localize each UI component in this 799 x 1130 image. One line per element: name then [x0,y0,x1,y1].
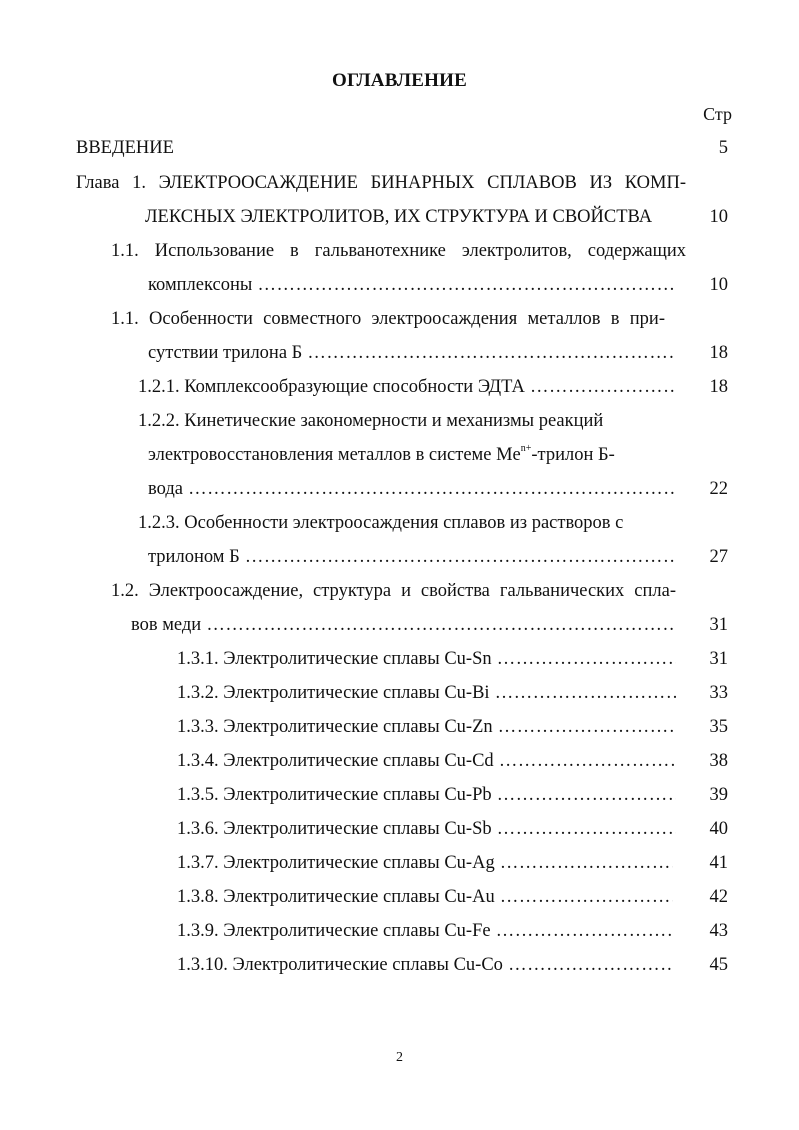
toc-entry-1-1b[interactable]: 1.1. Особенности совместного электроосаждения металлов в при- [111,309,665,329]
toc-entry-text: 1.3.9. Электролитические сплавы Cu-Fe …………………………………………………………………………………………………………………………………………… [177,921,673,941]
toc-entry-1-2-3-cont[interactable] [148,545,676,569]
toc-page-number: 18 [709,377,728,397]
toc-entry-text: 1.3.4. Электролитические сплавы Cu-Cd …………………………………………………………………………………………………………………………………………… [177,751,676,771]
superscript: n+ [520,443,532,454]
toc-page-number: 42 [709,887,728,907]
toc-entry-1-2-2-cont2[interactable] [148,477,676,501]
toc-entry-1-2-2-cont[interactable] [148,443,615,467]
toc-entry-1-2-cont[interactable] [131,613,676,637]
toc-entry-1-3-2[interactable] [177,681,676,705]
page-title: ОГЛАВЛЕНИЕ [332,70,467,91]
toc-entry-text: комплексоны …………………………………………………………………………………………………………………………………………… [148,275,676,295]
toc-entry-introduction[interactable]: ВВЕДЕНИЕ [76,138,174,158]
toc-entry-text: 1.3.6. Электролитические сплавы Cu-Sb …………………………………………………………………………………………………………………………………………… [177,819,676,839]
toc-entry-1-3-8[interactable] [177,885,673,909]
toc-page-number: 27 [709,547,728,567]
toc-entry-1-1-cont[interactable] [148,273,676,297]
toc-entry-chapter-1-cont[interactable]: ЛЕКСНЫХ ЭЛЕКТРОЛИТОВ, ИХ СТРУКТУРА И СВОЙСТВА [145,207,653,227]
toc-page-number: 5 [718,138,728,158]
toc-entry-1-3-7[interactable] [177,851,673,875]
toc-entry-1-1[interactable]: 1.1. Использование в гальванотехнике электролитов, содержащих [111,241,686,261]
toc-page-number: 10 [709,207,728,227]
toc-entry-1-3-3[interactable] [177,715,676,739]
toc-entry-text: 1.3.7. Электролитические сплавы Cu-Ag …………………………………………………………………………………………………………………………………………… [177,853,673,873]
toc-page-number: 10 [709,275,728,295]
toc-entry-1-2-1[interactable] [138,375,676,399]
toc-page-number: 31 [709,649,728,669]
page-number: 2 [396,1050,403,1065]
toc-entry-1-3-4[interactable] [177,749,676,773]
toc-page-number: 31 [709,615,728,635]
toc-entry-1-3-10[interactable] [177,953,673,977]
page-column-header: Стр [703,104,732,124]
toc-page-number: 40 [709,819,728,839]
toc-entry-1-2-3[interactable]: 1.2.3. Особенности электроосаждения сплавов из растворов с [138,513,624,533]
toc-entry-text: 1.3.2. Электролитические сплавы Cu-Bi …………………………………………………………………………………………………………………………………………… [177,683,676,703]
toc-entry-text: 1.3.8. Электролитические сплавы Cu-Au …………………………………………………………………………………………………………………………………………… [177,887,673,907]
toc-entry-chapter-1[interactable]: Глава 1. ЭЛЕКТРООСАЖДЕНИЕ БИНАРНЫХ СПЛАВОВ ИЗ КОМП- [76,173,686,193]
toc-page-number: 22 [709,479,728,499]
toc-entry-1-3-9[interactable] [177,919,673,943]
toc-page-number: 18 [709,343,728,363]
toc-entry-1-3-5[interactable] [177,783,676,807]
toc-entry-text: -трилон Б- [531,445,615,465]
toc-page-number: 35 [709,717,728,737]
toc-page-number: 38 [709,751,728,771]
toc-page-number: 39 [709,785,728,805]
toc-entry-text: трилоном Б …………………………………………………………………………………………………………………………………………… [148,547,676,567]
toc-entry-1-3-6[interactable] [177,817,676,841]
toc-entry-1-2-2[interactable]: 1.2.2. Кинетические закономерности и механизмы реакций [138,411,604,431]
toc-entry-1-2[interactable]: 1.2. Электроосаждение, структура и свойства гальванических спла- [111,581,676,601]
toc-entry-1-3-1[interactable] [177,647,676,671]
toc-entry-1-1b-cont[interactable] [148,341,676,365]
toc-entry-text: 1.3.10. Электролитические сплавы Cu-Co …………………………………………………………………………………………………………………………………………… [177,955,673,975]
toc-page-number: 33 [709,683,728,703]
toc-entry-text: 1.3.3. Электролитические сплавы Cu-Zn …………………………………………………………………………………………………………………………………………… [177,717,676,737]
toc-page-number: 43 [709,921,728,941]
toc-entry-text: сутствии трилона Б …………………………………………………………………………………………………………………………………………… [148,343,676,363]
toc-page-number: 45 [709,955,728,975]
toc-entry-text: электровосстановления металлов в системе Me [148,445,521,465]
toc-entry-text: 1.3.1. Электролитические сплавы Cu-Sn …………………………………………………………………………………………………………………………………………… [177,649,676,669]
toc-entry-text: вода …………………………………………………………………………………………………………………………………………… [148,479,676,499]
toc-entry-text: вов меди …………………………………………………………………………………………………………………………………………… [131,615,676,635]
toc-entry-text: 1.2.1. Комплексообразующие способности ЭДТА …………………………………………………………………………………………………………………………………………… [138,377,676,397]
toc-page-number: 41 [709,853,728,873]
toc-entry-text: 1.3.5. Электролитические сплавы Cu-Pb …………………………………………………………………………………………………………………………………………… [177,785,676,805]
